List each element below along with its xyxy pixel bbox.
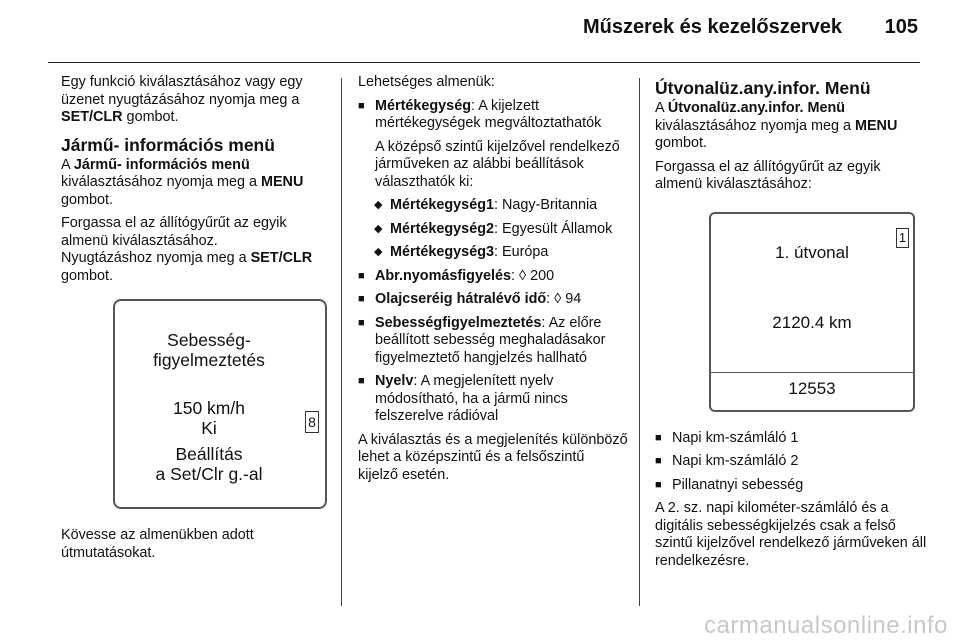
vehicle-info-paragraph: A Jármű- információs menü kiválasztásához nyomja meg a MENU gombot. — [61, 156, 304, 208]
list-item-language: ■ Nyelv: A megjelenített nyelv módosítható, ha a jármű nincs felszerelve rádióval — [358, 373, 628, 426]
submenus-intro: Lehetséges almenük: — [358, 74, 495, 90]
trip-availability-note: A 2. sz. napi kilométer-számláló és a digitális sebességkijelzés csak a felső szintű kijelzővel rendelkező járműveken áll rendelkezésre. — [655, 500, 927, 569]
rotate-ring-paragraph: Forgassa el az állítógyűrűt az egyik almenü kiválasztásához. — [61, 215, 287, 249]
display-line-3: 150 km/h — [173, 398, 245, 418]
page-title: Műszerek és kezelőszervek — [582, 16, 842, 38]
list-item-trip2: ■ Napi km-számláló 2 — [655, 453, 927, 471]
display-line-4: Ki — [201, 418, 217, 438]
trip-label: 1. útvonal — [775, 242, 849, 262]
list-item-units: ■ Mértékegység: A kijelzett mértékegységek megváltoztathatók — [358, 98, 628, 133]
display-line-5: Beállítás — [175, 444, 243, 464]
list-item-speed-warning: ■ Sebességfigyelmeztetés: Az előre beállított sebesség meghaladásakor figyelmeztető hangjelzés hallható — [358, 315, 628, 368]
gear-indicator-badge: 8 — [305, 411, 319, 433]
page-number: 105 — [884, 16, 918, 38]
watermark: carmanualsonline.info — [704, 612, 948, 639]
list-item-unit2: ◆ Mértékegység2: Egyesült Államok — [358, 221, 628, 239]
column-divider-2 — [639, 78, 640, 606]
display-line-6: a Set/Clr g.-al — [155, 464, 263, 484]
trip-display — [709, 212, 915, 412]
column-1 — [61, 74, 323, 568]
display-separator — [711, 372, 913, 373]
page-header — [0, 14, 960, 44]
list-item-oil-change: ■ Olajcseréig hátralévő idő: ◊ 94 — [358, 291, 628, 309]
list-item-trip1: ■ Napi km-számláló 1 — [655, 430, 927, 448]
display-line-2: figyelmeztetés — [153, 350, 265, 370]
intro-paragraph: Egy funkció kiválasztásához vagy egy üzenet nyugtázásához nyomja meg a SET/CLR gombot. — [61, 74, 303, 125]
trip-number-badge: 1 — [896, 228, 909, 248]
display-line-1: Sebesség- — [167, 330, 251, 350]
list-item-current-speed: ■ Pillanatnyi sebesség — [655, 477, 927, 495]
follow-instructions-paragraph: Kövesse az almenükben adott útmutatásokat. — [61, 527, 254, 561]
selection-note: A kiválasztás és a megjelenítés különböző lehet a középszintű és a felsőszintű kijelző esetén. — [358, 431, 628, 483]
odometer-value: 12553 — [788, 378, 836, 398]
trip-distance: 2120.4 km — [772, 312, 852, 332]
column-3 — [655, 74, 927, 576]
trip-info-heading: Útvonalüz.any.infor. Menü — [655, 78, 871, 98]
confirm-paragraph: Nyugtázáshoz nyomja meg a SET/CLR gombot. — [61, 250, 313, 284]
header-rule — [48, 62, 920, 63]
list-item-unit3: ◆ Mértékegység3: Európa — [358, 244, 628, 262]
column-divider-1 — [341, 78, 342, 606]
trip-rotate-paragraph: Forgassa el az állítógyűrűt az egyik almenü kiválasztásához: — [655, 158, 881, 192]
list-item-unit1: ◆ Mértékegység1: Nagy-Britannia — [358, 197, 628, 215]
vehicle-info-heading: Jármű- információs menü — [61, 134, 275, 155]
column-2 — [358, 74, 628, 490]
speed-warning-display — [113, 299, 327, 509]
units-note: A középső szintű kijelzővel rendelkező járműveken az alábbi beállítások választhatók ki: — [375, 138, 620, 190]
list-item-tyre-pressure: ■ Abr.nyomásfigyelés: ◊ 200 — [358, 268, 628, 286]
trip-info-paragraph: A Útvonalüz.any.infor. Menü kiválasztásához nyomja meg a MENU gombot. — [655, 100, 898, 151]
